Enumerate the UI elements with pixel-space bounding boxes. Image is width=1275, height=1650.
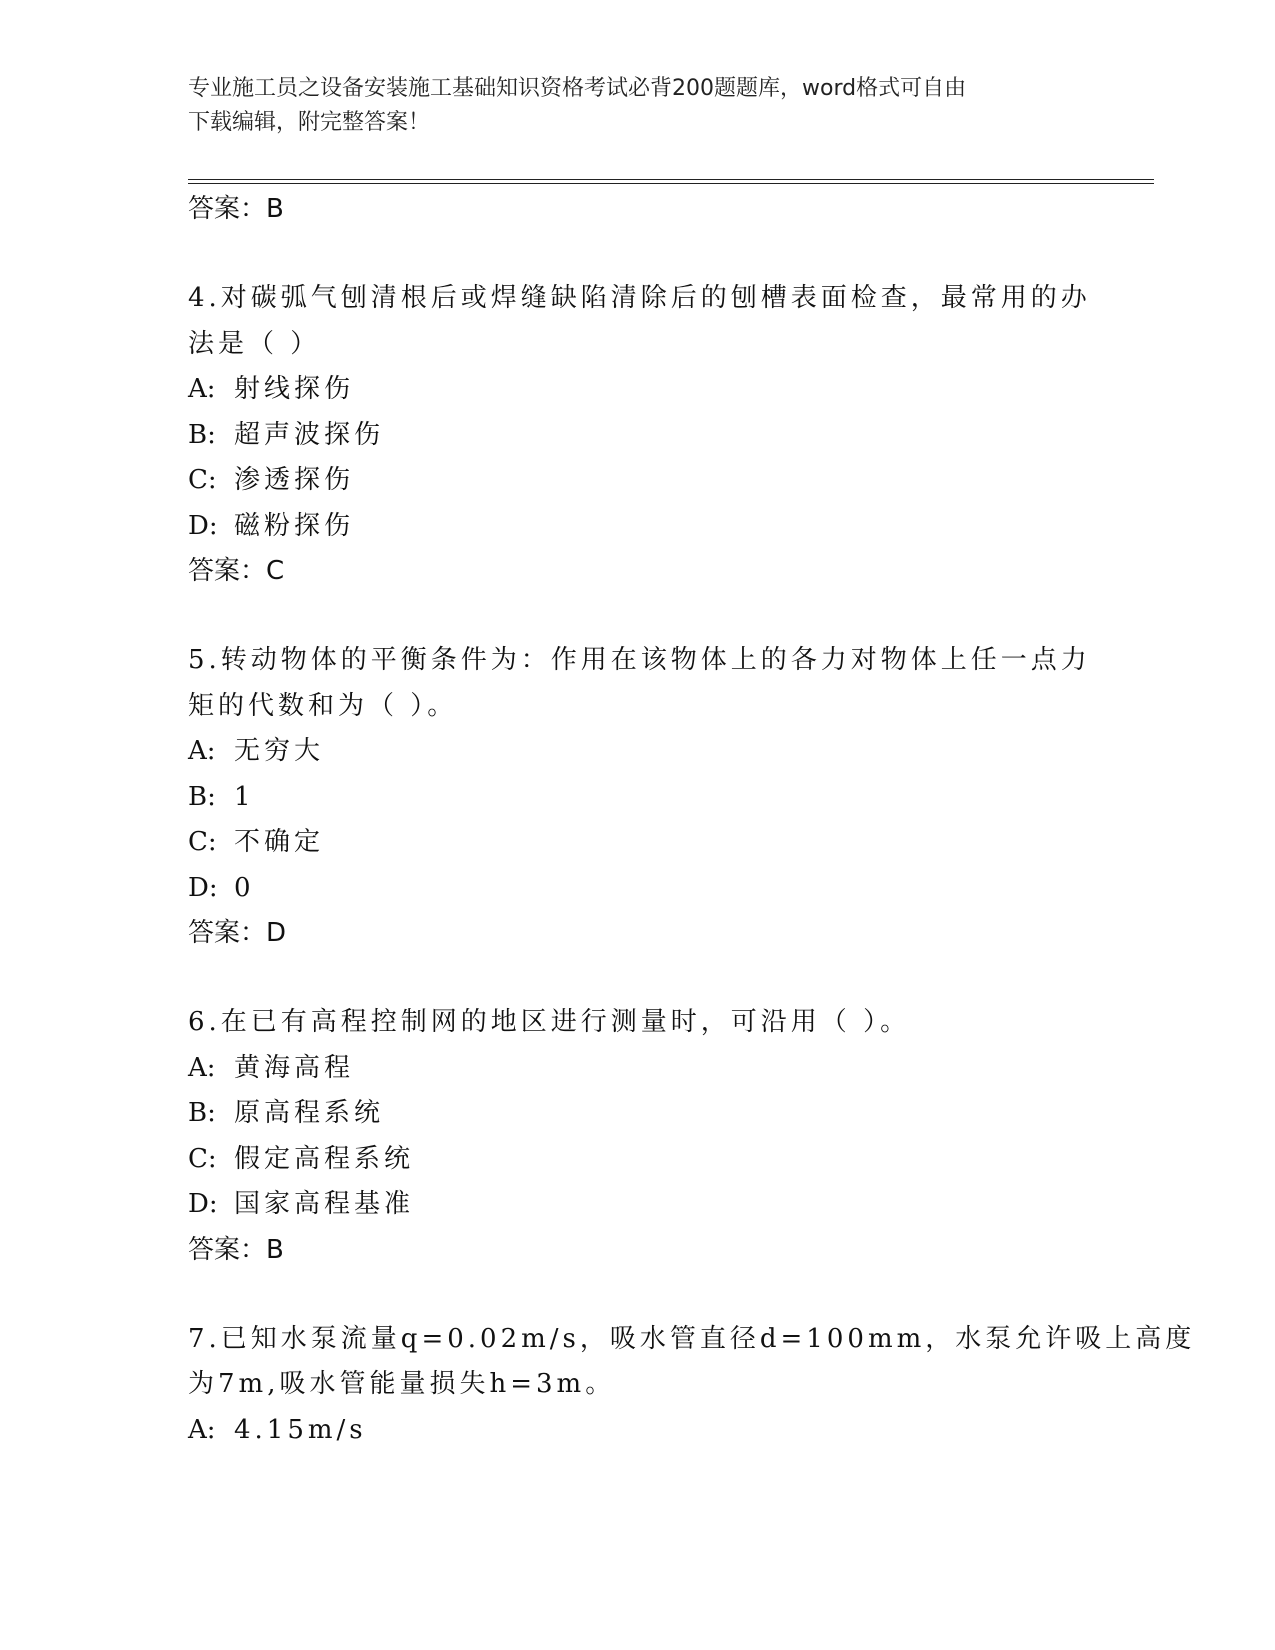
question-text-line: 6.在已有高程控制网的地区进行测量时，可沿用（ ）。 (188, 1007, 911, 1037)
question-6 (188, 1000, 1088, 1273)
option-a (188, 1046, 1088, 1092)
option-b (188, 413, 1088, 459)
previous-answer: 答案：B (188, 194, 284, 224)
option-text: 国家高程基准 (234, 1189, 415, 1219)
option-c (188, 1137, 1088, 1183)
option-text: 4.15m/s (234, 1414, 367, 1445)
option-b (188, 1091, 1088, 1137)
header-divider-top (188, 179, 1154, 180)
option-d (188, 1182, 1088, 1228)
option-d (188, 504, 1088, 550)
question-text-line: 7.已知水泵流量q=0.02m/s，吸水管直径d=100mm，水泵允许吸上高度 (188, 1323, 1196, 1354)
option-a (188, 367, 1088, 413)
question-text-line: 为7m,吸水管能量损失h=3m。 (188, 1369, 616, 1399)
option-letter: B: (188, 419, 216, 450)
header-line-2: 下载编辑，附完整答案！ (188, 110, 431, 135)
option-letter: D: (188, 510, 218, 541)
option-c (188, 820, 1088, 866)
option-a (188, 1408, 1088, 1454)
option-letter: A: (188, 736, 216, 766)
option-letter: D: (188, 872, 218, 903)
option-letter: A: (188, 374, 216, 404)
answer: 答案：C (188, 556, 285, 586)
option-letter: A: (188, 1414, 216, 1445)
option-text: 超声波探伤 (234, 419, 385, 450)
question-text-line: 4.对碳弧气刨清根后或焊缝缺陷清除后的刨槽表面检查，最常用的办 (188, 283, 1091, 313)
option-text: 无穷大 (234, 736, 325, 766)
option-a (188, 729, 1088, 775)
option-c (188, 458, 1088, 504)
question-text-line: 5.转动物体的平衡条件为：作用在该物体上的各力对物体上任一点力 (188, 645, 1091, 675)
question-7 (188, 1317, 1196, 1454)
option-text: 射线探伤 (234, 374, 355, 404)
document-header (188, 72, 1088, 140)
option-letter: A: (188, 1052, 216, 1083)
question-list (188, 187, 1196, 1453)
option-letter: C: (188, 465, 217, 495)
question-text-line: 矩的代数和为（ ）。 (188, 690, 458, 721)
question-4 (188, 276, 1091, 594)
option-text: 1 (234, 781, 255, 812)
option-letter: C: (188, 827, 217, 857)
header-line-1: 专业施工员之设备安装施工基础知识资格考试必背200题题库，word格式可自由 (188, 76, 967, 101)
option-letter: D: (188, 1189, 218, 1219)
option-text: 不确定 (234, 827, 325, 857)
option-text: 黄海高程 (234, 1052, 355, 1083)
option-text: 渗透探伤 (234, 465, 355, 495)
header-divider-bottom (188, 183, 1154, 184)
option-letter: B: (188, 1098, 216, 1128)
option-text: 0 (234, 872, 255, 903)
option-text: 磁粉探伤 (234, 510, 355, 541)
option-letter: C: (188, 1143, 217, 1174)
question-text-line: 法是（ ） (188, 328, 321, 359)
option-d (188, 866, 1088, 912)
option-letter: B: (188, 781, 216, 812)
option-b (188, 775, 1088, 821)
question-5 (188, 638, 1091, 956)
option-text: 假定高程系统 (234, 1143, 415, 1174)
answer: 答案：B (188, 1234, 284, 1265)
option-text: 原高程系统 (234, 1098, 385, 1128)
answer: 答案：D (188, 918, 287, 948)
